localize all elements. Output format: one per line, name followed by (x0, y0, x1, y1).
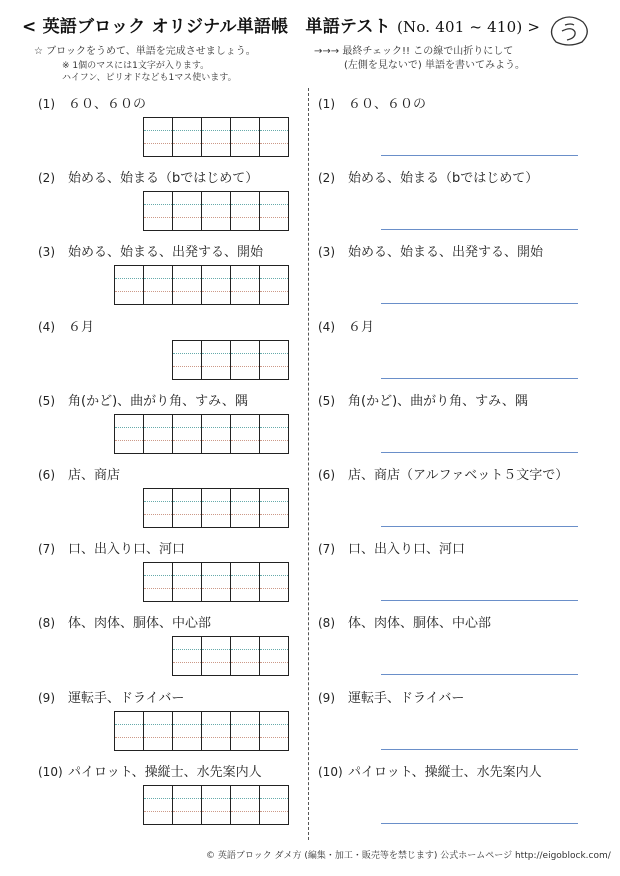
check-question-prompt (318, 761, 542, 780)
letter-box[interactable] (231, 440, 260, 453)
letter-box[interactable] (231, 798, 260, 811)
letter-box[interactable] (144, 218, 173, 231)
question-text: 体、肉体、胴体、中心部 (68, 616, 212, 632)
question-number: (5) (38, 393, 55, 408)
instruction-line-2: ※ 1個のマスには1文字が入ります。 (62, 61, 210, 71)
letter-box[interactable] (260, 144, 289, 157)
letter-box[interactable] (173, 218, 202, 231)
letter-box[interactable] (202, 118, 231, 131)
letter-box[interactable] (260, 785, 289, 798)
question-prompt (38, 538, 185, 557)
check-question-text: 体、肉体、胴体、中心部 (348, 616, 492, 632)
letter-box[interactable] (202, 205, 231, 218)
letter-box[interactable] (260, 427, 289, 440)
letter-box[interactable] (202, 502, 231, 515)
letter-box[interactable] (260, 340, 289, 353)
letter-box[interactable] (173, 205, 202, 218)
letter-box[interactable] (115, 711, 144, 724)
letter-box[interactable] (260, 711, 289, 724)
letter-box[interactable] (202, 589, 231, 602)
letter-box[interactable] (231, 118, 260, 131)
letter-box[interactable] (202, 663, 231, 676)
question-number: (8) (38, 616, 55, 631)
letter-box[interactable] (173, 366, 202, 379)
letter-box[interactable] (115, 440, 144, 453)
question-prompt (38, 93, 146, 112)
letter-box-grid[interactable] (143, 785, 289, 825)
letter-box[interactable] (202, 576, 231, 589)
check-question-prompt (318, 93, 426, 112)
letter-box[interactable] (231, 144, 260, 157)
check-question-prompt (318, 167, 538, 186)
letter-box[interactable] (231, 663, 260, 676)
letter-box[interactable] (260, 502, 289, 515)
letter-box[interactable] (231, 711, 260, 724)
question-text: 始める、始まる（bではじめて） (68, 171, 259, 187)
letter-box[interactable] (260, 192, 289, 205)
letter-box[interactable] (202, 340, 231, 353)
question-text: 運転手、ドライバー (68, 690, 185, 706)
check-question-prompt (318, 612, 491, 631)
letter-box[interactable] (231, 218, 260, 231)
letter-box[interactable] (144, 737, 173, 750)
check-question-number: (2) (318, 171, 335, 186)
letter-box-grid[interactable] (172, 636, 289, 676)
letter-box[interactable] (260, 118, 289, 131)
letter-box[interactable] (231, 192, 260, 205)
question-number: (3) (38, 245, 55, 260)
letter-box[interactable] (260, 737, 289, 750)
letter-box[interactable] (202, 353, 231, 366)
footer: © 英語ブロック ダメ方 (編集・加工・販売等を禁じます) 公式ホームページ http://eigoblock.com/ (206, 851, 611, 861)
letter-box[interactable] (173, 785, 202, 798)
letter-box[interactable] (202, 279, 231, 292)
letter-box[interactable] (115, 737, 144, 750)
letter-box[interactable] (144, 576, 173, 589)
letter-box[interactable] (115, 279, 144, 292)
letter-box[interactable] (173, 798, 202, 811)
letter-box[interactable] (260, 414, 289, 427)
letter-box[interactable] (231, 266, 260, 279)
letter-box[interactable] (202, 144, 231, 157)
letter-box[interactable] (260, 576, 289, 589)
answer-line[interactable] (381, 526, 578, 527)
letter-box[interactable] (202, 218, 231, 231)
check-question-text: 始める、始まる（bではじめて） (348, 171, 539, 187)
letter-box[interactable] (260, 131, 289, 144)
answer-line[interactable] (381, 674, 578, 675)
question-prompt (38, 167, 258, 186)
letter-box[interactable] (173, 811, 202, 824)
question-prompt (38, 390, 248, 409)
letter-box[interactable] (144, 724, 173, 737)
instruction-right-line-2: (左側を見ないで) 単語を書いてみよう。 (344, 60, 525, 71)
letter-box[interactable] (144, 489, 173, 502)
answer-line[interactable] (381, 749, 578, 750)
letter-box[interactable] (144, 292, 173, 305)
letter-box[interactable] (115, 266, 144, 279)
question-prompt (38, 316, 94, 335)
letter-box[interactable] (173, 279, 202, 292)
question-number: (9) (38, 690, 55, 705)
question-number: (10) (38, 764, 63, 779)
check-question-text: 運転手、ドライバー (348, 690, 465, 706)
letter-box[interactable] (260, 266, 289, 279)
letter-box[interactable] (231, 205, 260, 218)
letter-box[interactable] (231, 637, 260, 650)
letter-box[interactable] (260, 205, 289, 218)
check-question-number: (10) (318, 764, 343, 779)
letter-box[interactable] (144, 515, 173, 528)
letter-box[interactable] (202, 489, 231, 502)
question-number: (7) (38, 542, 55, 557)
question-number: (4) (38, 319, 55, 334)
question-prompt (38, 464, 120, 483)
answer-line[interactable] (381, 229, 578, 230)
check-question-number: (7) (318, 542, 335, 557)
question-prompt (38, 687, 184, 706)
check-question-prompt (318, 464, 568, 483)
check-question-number: (8) (318, 616, 335, 631)
letter-box[interactable] (173, 353, 202, 366)
letter-box[interactable] (231, 366, 260, 379)
check-question-prompt (318, 687, 464, 706)
check-question-number: (9) (318, 690, 335, 705)
letter-box[interactable] (231, 589, 260, 602)
check-question-prompt (318, 316, 374, 335)
letter-box-grid[interactable] (172, 340, 289, 380)
fold-line (308, 88, 309, 840)
letter-box[interactable] (260, 798, 289, 811)
letter-box[interactable] (202, 798, 231, 811)
letter-box[interactable] (173, 427, 202, 440)
letter-box[interactable] (260, 353, 289, 366)
letter-box[interactable] (144, 192, 173, 205)
letter-box[interactable] (231, 502, 260, 515)
letter-box[interactable] (173, 292, 202, 305)
check-question-number: (4) (318, 319, 335, 334)
question-prompt (38, 612, 211, 631)
letter-box-grid[interactable] (143, 488, 289, 528)
answer-line[interactable] (381, 303, 578, 304)
letter-box[interactable] (202, 711, 231, 724)
letter-box-grid[interactable] (114, 414, 289, 454)
letter-box[interactable] (144, 131, 173, 144)
letter-box[interactable] (260, 440, 289, 453)
letter-box[interactable] (202, 427, 231, 440)
letter-box-grid[interactable] (114, 711, 289, 751)
answer-line[interactable] (381, 823, 578, 824)
letter-box[interactable] (202, 192, 231, 205)
check-question-prompt (318, 390, 528, 409)
check-question-text: 店、商店（アルファベット５文字で） (348, 468, 569, 483)
letter-box[interactable] (115, 724, 144, 737)
letter-box[interactable] (231, 515, 260, 528)
letter-box[interactable] (231, 353, 260, 366)
check-question-text: 口、出入り口、河口 (348, 542, 466, 558)
letter-box[interactable] (144, 440, 173, 453)
letter-box[interactable] (202, 266, 231, 279)
page-title (22, 12, 540, 37)
letter-box-grid[interactable] (114, 265, 289, 305)
letter-box[interactable] (173, 502, 202, 515)
letter-box[interactable] (231, 131, 260, 144)
check-question-prompt (318, 241, 543, 260)
letter-box[interactable] (260, 663, 289, 676)
letter-box[interactable] (144, 279, 173, 292)
letter-box[interactable] (231, 650, 260, 663)
letter-box[interactable] (173, 737, 202, 750)
letter-box[interactable] (231, 414, 260, 427)
letter-box[interactable] (202, 366, 231, 379)
check-question-number: (6) (318, 468, 335, 482)
letter-box[interactable] (144, 711, 173, 724)
check-question-prompt (318, 538, 465, 557)
letter-box[interactable] (202, 637, 231, 650)
letter-box[interactable] (231, 724, 260, 737)
instruction-right-line-1: →→→ 最終チェック!! この線で山折りにして (314, 46, 514, 57)
instruction-line-3: ハイフン、ピリオドなども1マス使います。 (62, 73, 237, 83)
question-text: パイロット、操縦士、水先案内人 (68, 764, 262, 780)
letter-box[interactable] (260, 515, 289, 528)
letter-box[interactable] (202, 292, 231, 305)
mascot-face-icon (548, 14, 590, 46)
letter-box[interactable] (115, 292, 144, 305)
check-question-text: パイロット、操縦士、水先案内人 (348, 764, 542, 780)
letter-box[interactable] (231, 811, 260, 824)
letter-box-grid[interactable] (143, 191, 289, 231)
letter-box[interactable] (173, 589, 202, 602)
letter-box[interactable] (202, 440, 231, 453)
check-question-number: (1) (318, 97, 335, 111)
letter-box[interactable] (260, 489, 289, 502)
letter-box[interactable] (173, 663, 202, 676)
question-text: ６月 (68, 319, 95, 335)
letter-box[interactable] (202, 131, 231, 144)
instruction-line-1: ☆ ブロックをうめて、単語を完成させましょう。 (34, 46, 256, 57)
letter-box[interactable] (202, 724, 231, 737)
title-range: (No. 401 ~ 410) > (396, 18, 541, 36)
answer-line[interactable] (381, 378, 578, 379)
check-question-text: 角(かど)、曲がり角、すみ、隅 (348, 393, 528, 409)
question-number: (2) (38, 171, 55, 186)
letter-box[interactable] (173, 144, 202, 157)
letter-box[interactable] (231, 292, 260, 305)
letter-box[interactable] (144, 414, 173, 427)
letter-box[interactable] (173, 711, 202, 724)
question-number: (1) (38, 97, 55, 111)
letter-box[interactable] (260, 292, 289, 305)
check-question-number: (5) (318, 393, 335, 408)
title-text: < 英語ブロック オリジナル単語帳 単語テスト (22, 17, 391, 37)
letter-box[interactable] (144, 144, 173, 157)
letter-box[interactable] (260, 563, 289, 576)
answer-line[interactable] (381, 452, 578, 453)
letter-box[interactable] (115, 414, 144, 427)
letter-box[interactable] (173, 637, 202, 650)
letter-box[interactable] (202, 737, 231, 750)
letter-box[interactable] (260, 279, 289, 292)
letter-box[interactable] (260, 366, 289, 379)
letter-box[interactable] (202, 515, 231, 528)
letter-box[interactable] (173, 266, 202, 279)
letter-box[interactable] (202, 650, 231, 663)
letter-box[interactable] (173, 563, 202, 576)
letter-box[interactable] (144, 798, 173, 811)
letter-box[interactable] (144, 563, 173, 576)
letter-box[interactable] (260, 218, 289, 231)
letter-box[interactable] (173, 192, 202, 205)
letter-box[interactable] (144, 118, 173, 131)
question-text: ６０、６０の (68, 97, 147, 112)
letter-box[interactable] (115, 427, 144, 440)
letter-box[interactable] (144, 502, 173, 515)
letter-box[interactable] (173, 650, 202, 663)
letter-box[interactable] (173, 724, 202, 737)
letter-box[interactable] (173, 340, 202, 353)
letter-box[interactable] (260, 650, 289, 663)
letter-box[interactable] (144, 427, 173, 440)
letter-box[interactable] (231, 279, 260, 292)
check-question-text: ６０、６０の (348, 97, 427, 112)
letter-box[interactable] (202, 563, 231, 576)
question-text: 角(かど)、曲がり角、すみ、隅 (68, 393, 248, 409)
question-number: (6) (38, 468, 55, 482)
check-question-text: ６月 (348, 319, 375, 335)
letter-box[interactable] (202, 811, 231, 824)
question-text: 始める、始まる、出発する、開始 (68, 245, 264, 261)
letter-box[interactable] (173, 118, 202, 131)
answer-line[interactable] (381, 155, 578, 156)
question-prompt (38, 241, 263, 260)
letter-box[interactable] (231, 785, 260, 798)
letter-box[interactable] (173, 576, 202, 589)
letter-box[interactable] (173, 414, 202, 427)
check-question-number: (3) (318, 245, 335, 260)
letter-box[interactable] (231, 576, 260, 589)
letter-box[interactable] (260, 637, 289, 650)
letter-box[interactable] (144, 266, 173, 279)
letter-box[interactable] (202, 414, 231, 427)
question-text: 口、出入り口、河口 (68, 542, 186, 558)
question-prompt (38, 761, 262, 780)
letter-box[interactable] (173, 515, 202, 528)
letter-box[interactable] (144, 589, 173, 602)
letter-box[interactable] (144, 205, 173, 218)
question-text: 店、商店 (68, 468, 121, 483)
letter-box[interactable] (260, 724, 289, 737)
letter-box[interactable] (231, 563, 260, 576)
letter-box[interactable] (173, 440, 202, 453)
letter-box[interactable] (173, 489, 202, 502)
letter-box[interactable] (231, 427, 260, 440)
letter-box-grid[interactable] (143, 562, 289, 602)
letter-box[interactable] (202, 785, 231, 798)
letter-box[interactable] (144, 811, 173, 824)
letter-box[interactable] (260, 589, 289, 602)
letter-box[interactable] (260, 811, 289, 824)
letter-box[interactable] (144, 785, 173, 798)
letter-box[interactable] (173, 131, 202, 144)
letter-box[interactable] (231, 737, 260, 750)
letter-box-grid[interactable] (143, 117, 289, 157)
check-question-text: 始める、始まる、出発する、開始 (348, 245, 544, 261)
answer-line[interactable] (381, 600, 578, 601)
letter-box[interactable] (231, 340, 260, 353)
letter-box[interactable] (231, 489, 260, 502)
